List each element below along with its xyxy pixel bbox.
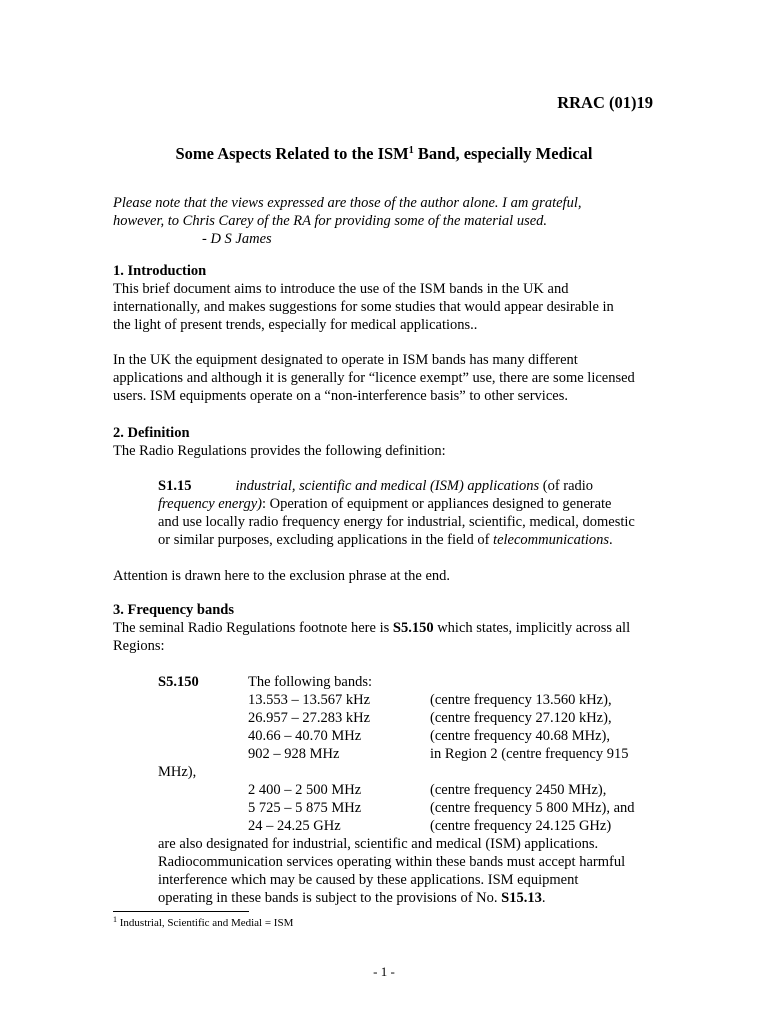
definition-line4-italic: telecommunications xyxy=(493,532,610,548)
band-note: in Region 2 (centre frequency 915 xyxy=(430,746,629,762)
paragraph-line: The seminal Radio Regulations footnote here is xyxy=(113,620,393,636)
paragraph-line: the light of present trends, especially for medical applications.. xyxy=(113,317,478,333)
definition-block xyxy=(158,477,698,549)
footnote xyxy=(113,917,293,929)
document-id: RRAC (01)19 xyxy=(557,93,653,112)
title-text: Some Aspects Related to the ISM xyxy=(175,144,409,163)
band-range: 40.66 – 40.70 MHz xyxy=(248,728,362,744)
author-note xyxy=(113,194,653,248)
title-footnote-mark: 1 xyxy=(408,145,414,156)
paragraph-line: Radiocommunication services operating within these bands must accept harmful xyxy=(158,854,626,870)
band-range: 5 725 – 5 875 MHz xyxy=(248,800,362,816)
band-note: (centre frequency 5 800 MHz), and xyxy=(430,800,635,816)
footnote-mark: 1 xyxy=(113,915,117,924)
section-frequency-bands xyxy=(113,601,653,655)
paragraph-line: interference which may be caused by these applications. ISM equipment xyxy=(158,872,579,888)
definition-line2-italic: frequency energy) xyxy=(158,496,262,512)
bands-ref: S5.150 xyxy=(158,674,199,690)
band-note: (centre frequency 13.560 kHz), xyxy=(430,692,612,708)
definition-term-suffix: (of radio xyxy=(539,478,594,494)
band-range: 24 – 24.25 GHz xyxy=(248,818,341,834)
definition-line2: : Operation of equipment or appliances designed to generate xyxy=(262,496,612,512)
paragraph-line-end: which states, implicitly across all xyxy=(433,620,631,636)
footnote-ref: S5.150 xyxy=(392,620,434,636)
paragraph-line: internationally, and makes suggestions for some studies that would appear desirable in xyxy=(113,299,614,315)
bands-tail-paragraph xyxy=(158,835,698,907)
band-note-wrap: MHz), xyxy=(158,764,197,780)
definition-line4-end: . xyxy=(609,532,613,548)
band-range: 902 – 928 MHz xyxy=(248,746,340,762)
section-heading: 2. Definition xyxy=(113,425,190,441)
band-range: 2 400 – 2 500 MHz xyxy=(248,782,362,798)
paragraph-line: applications and although it is generally for “licence exempt” use, there are some licensed xyxy=(113,370,635,386)
band-note: (centre frequency 40.68 MHz), xyxy=(430,728,610,744)
bands-lead: The following bands: xyxy=(248,674,373,690)
document-title xyxy=(0,145,768,163)
band-note: (centre frequency 24.125 GHz) xyxy=(430,818,612,834)
footnote-text: Industrial, Scientific and Medial = ISM xyxy=(117,917,294,929)
page-number: - 1 - xyxy=(373,964,395,979)
note-signature: - D S James xyxy=(202,231,272,247)
attention-paragraph xyxy=(113,567,653,585)
band-note: (centre frequency 27.120 kHz), xyxy=(430,710,612,726)
band-range: 26.957 – 27.283 kHz xyxy=(248,710,371,726)
paragraph-line: The Radio Regulations provides the following definition: xyxy=(113,443,446,459)
note-line: Please note that the views expressed are those of the author alone. I am grateful, xyxy=(113,195,582,211)
section-heading: 3. Frequency bands xyxy=(113,602,234,618)
provision-ref: S15.13 xyxy=(501,890,542,906)
band-note: (centre frequency 2450 MHz), xyxy=(430,782,607,798)
paragraph-line-end: . xyxy=(541,890,546,906)
definition-ref: S1.15 xyxy=(158,478,192,494)
paragraph-intro-2 xyxy=(113,351,653,405)
section-introduction xyxy=(113,262,653,334)
paragraph-line: users. ISM equipments operate on a “non-interference basis” to other services. xyxy=(113,388,568,404)
section-definition xyxy=(113,424,653,460)
section-heading: 1. Introduction xyxy=(113,263,207,279)
paragraph-line: operating in these bands is subject to the provisions of No. xyxy=(158,890,502,906)
paragraph-line: This brief document aims to introduce the use of the ISM bands in the UK and xyxy=(113,281,569,297)
band-range: 13.553 – 13.567 kHz xyxy=(248,692,371,708)
definition-line3: and use locally radio frequency energy for industrial, scientific, medical, domestic xyxy=(158,514,635,530)
note-line: however, to Chris Carey of the RA for providing some of the material used. xyxy=(113,213,548,229)
paragraph-line: are also designated for industrial, scientific and medical (ISM) applications. xyxy=(158,836,599,852)
paragraph-line: Attention is drawn here to the exclusion phrase at the end. xyxy=(113,568,451,584)
paragraph-line: In the UK the equipment designated to operate in ISM bands has many different xyxy=(113,352,578,368)
title-text-rest: Band, especially Medical xyxy=(413,144,593,163)
definition-line4: or similar purposes, excluding applications in the field of xyxy=(158,532,494,548)
footnote-separator xyxy=(113,911,249,912)
paragraph-line: Regions: xyxy=(113,638,165,654)
definition-term: industrial, scientific and medical (ISM) applications xyxy=(235,478,540,494)
